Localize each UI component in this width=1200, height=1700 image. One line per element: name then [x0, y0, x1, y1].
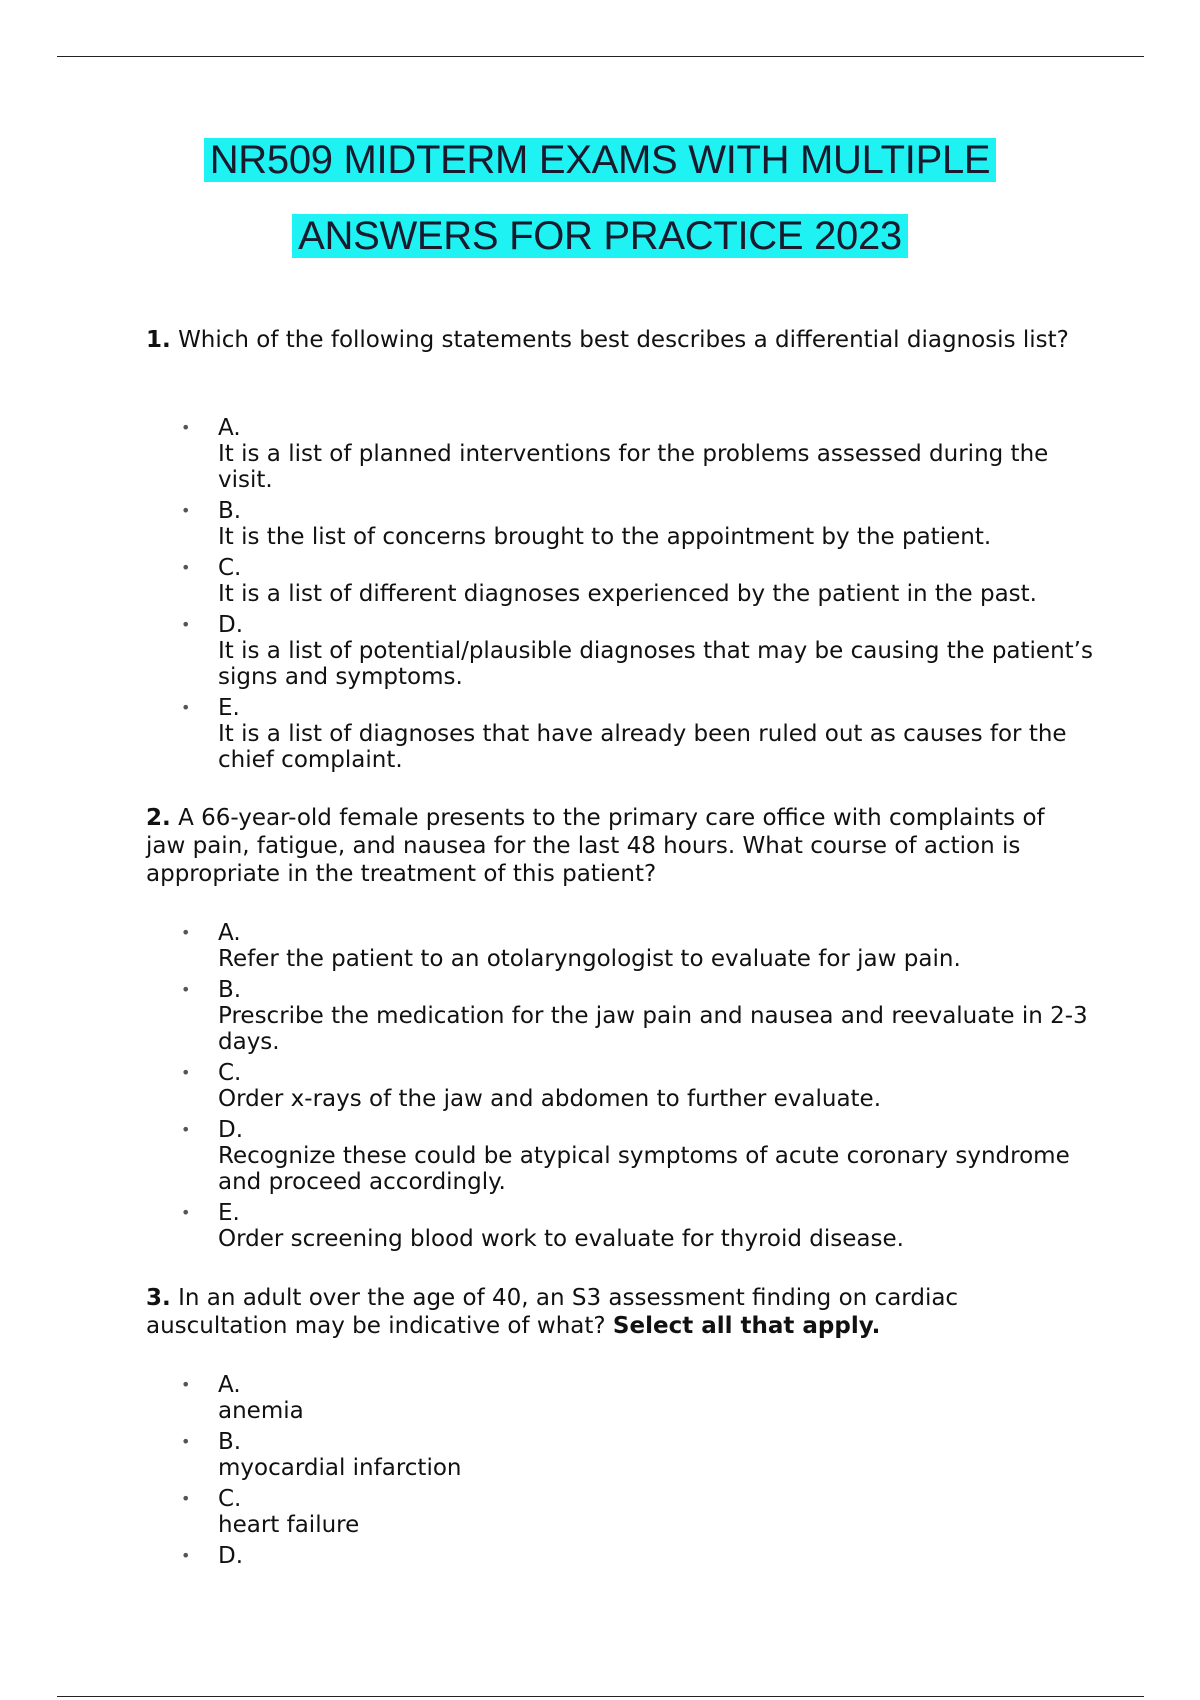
question-text: Which of the following statements best describes a differential diagnosis list?: [178, 327, 1069, 353]
option-text: Recognize these could be atypical symptoms of acute coronary syndrome and proceed accordingly.: [218, 1143, 1070, 1195]
title-highlight-2: ANSWERS FOR PRACTICE 2023: [292, 214, 908, 258]
option-letter: B.: [218, 1429, 242, 1455]
option-text: Refer the patient to an otolaryngologist to evaluate for jaw pain.: [218, 946, 961, 972]
option-text: myocardial infarction: [218, 1455, 462, 1481]
bullet-icon: •: [181, 615, 191, 634]
bullet-icon: •: [181, 558, 191, 577]
question-number: 2.: [146, 805, 171, 831]
bullet-icon: •: [181, 1375, 191, 1394]
option-a[interactable]: [146, 1372, 1096, 1424]
option-e[interactable]: [146, 695, 1096, 773]
bullet-icon: •: [181, 501, 191, 520]
option-text: heart failure: [218, 1512, 360, 1538]
bullet-icon: •: [181, 698, 191, 717]
option-text: It is a list of diagnoses that have already been ruled out as causes for the chief complaint.: [218, 721, 1067, 773]
option-text: Order screening blood work to evaluate for thyroid disease.: [218, 1226, 904, 1252]
question-1: [146, 326, 1086, 354]
bullet-icon: •: [181, 1546, 191, 1565]
question-number: 3.: [146, 1285, 171, 1311]
bottom-rule: [57, 1696, 1144, 1697]
option-letter: D.: [218, 612, 244, 638]
question-number: 1.: [146, 327, 171, 353]
option-text: It is a list of different diagnoses experienced by the patient in the past.: [218, 581, 1037, 607]
bullet-icon: •: [181, 1432, 191, 1451]
top-rule: [57, 56, 1144, 57]
bullet-icon: •: [181, 418, 191, 437]
option-letter: A.: [218, 415, 241, 441]
option-letter: C.: [218, 555, 242, 581]
bullet-icon: •: [181, 1120, 191, 1139]
question-3-options: [146, 1372, 1096, 1574]
option-letter: A.: [218, 1372, 241, 1398]
question-text: In an adult over the age of 40, an S3 assessment finding on cardiac auscultation may be indicative of what?: [146, 1285, 959, 1339]
option-c[interactable]: [146, 1060, 1096, 1112]
option-b[interactable]: [146, 977, 1096, 1055]
option-letter: A.: [218, 920, 241, 946]
option-letter: D.: [218, 1117, 244, 1143]
option-e[interactable]: [146, 1200, 1096, 1252]
question-1-options: [146, 415, 1096, 778]
bullet-icon: •: [181, 1063, 191, 1082]
option-d[interactable]: [146, 1543, 1096, 1569]
option-a[interactable]: [146, 920, 1096, 972]
option-text: anemia: [218, 1398, 304, 1424]
option-d[interactable]: [146, 1117, 1096, 1195]
option-letter: C.: [218, 1486, 242, 1512]
option-text: Prescribe the medication for the jaw pain and nausea and reevaluate in 2-3 days.: [218, 1003, 1088, 1055]
bullet-icon: •: [181, 923, 191, 942]
document-title-line-1: [0, 134, 1200, 186]
option-letter: B.: [218, 498, 242, 524]
question-2: [146, 804, 1086, 888]
bullet-icon: •: [181, 1489, 191, 1508]
bullet-icon: •: [181, 980, 191, 999]
option-b[interactable]: [146, 1429, 1096, 1481]
title-highlight-1: NR509 MIDTERM EXAMS WITH MULTIPLE: [204, 138, 997, 182]
option-d[interactable]: [146, 612, 1096, 690]
option-letter: E.: [218, 695, 240, 721]
question-2-options: [146, 920, 1096, 1257]
option-c[interactable]: [146, 1486, 1096, 1538]
option-text: It is a list of potential/plausible diagnoses that may be causing the patient’s signs and symptoms.: [218, 638, 1093, 690]
option-letter: B.: [218, 977, 242, 1003]
option-letter: D.: [218, 1543, 244, 1569]
option-c[interactable]: [146, 555, 1096, 607]
option-text: Order x-rays of the jaw and abdomen to further evaluate.: [218, 1086, 882, 1112]
document-title-line-2: [0, 210, 1200, 262]
bullet-icon: •: [181, 1203, 191, 1222]
option-b[interactable]: [146, 498, 1096, 550]
option-letter: C.: [218, 1060, 242, 1086]
option-text: It is a list of planned interventions for the problems assessed during the visit.: [218, 441, 1049, 493]
option-letter: E.: [218, 1200, 240, 1226]
option-text: It is the list of concerns brought to the appointment by the patient.: [218, 524, 992, 550]
question-text: A 66-year-old female presents to the primary care office with complaints of jaw pain, fatigue, and nausea for the last 48 hours. What course of action is appropriate in the treatment of this patient?: [146, 805, 1045, 887]
option-a[interactable]: [146, 415, 1096, 493]
question-emphasis: Select all that apply.: [612, 1313, 881, 1339]
question-3: [146, 1284, 1086, 1340]
